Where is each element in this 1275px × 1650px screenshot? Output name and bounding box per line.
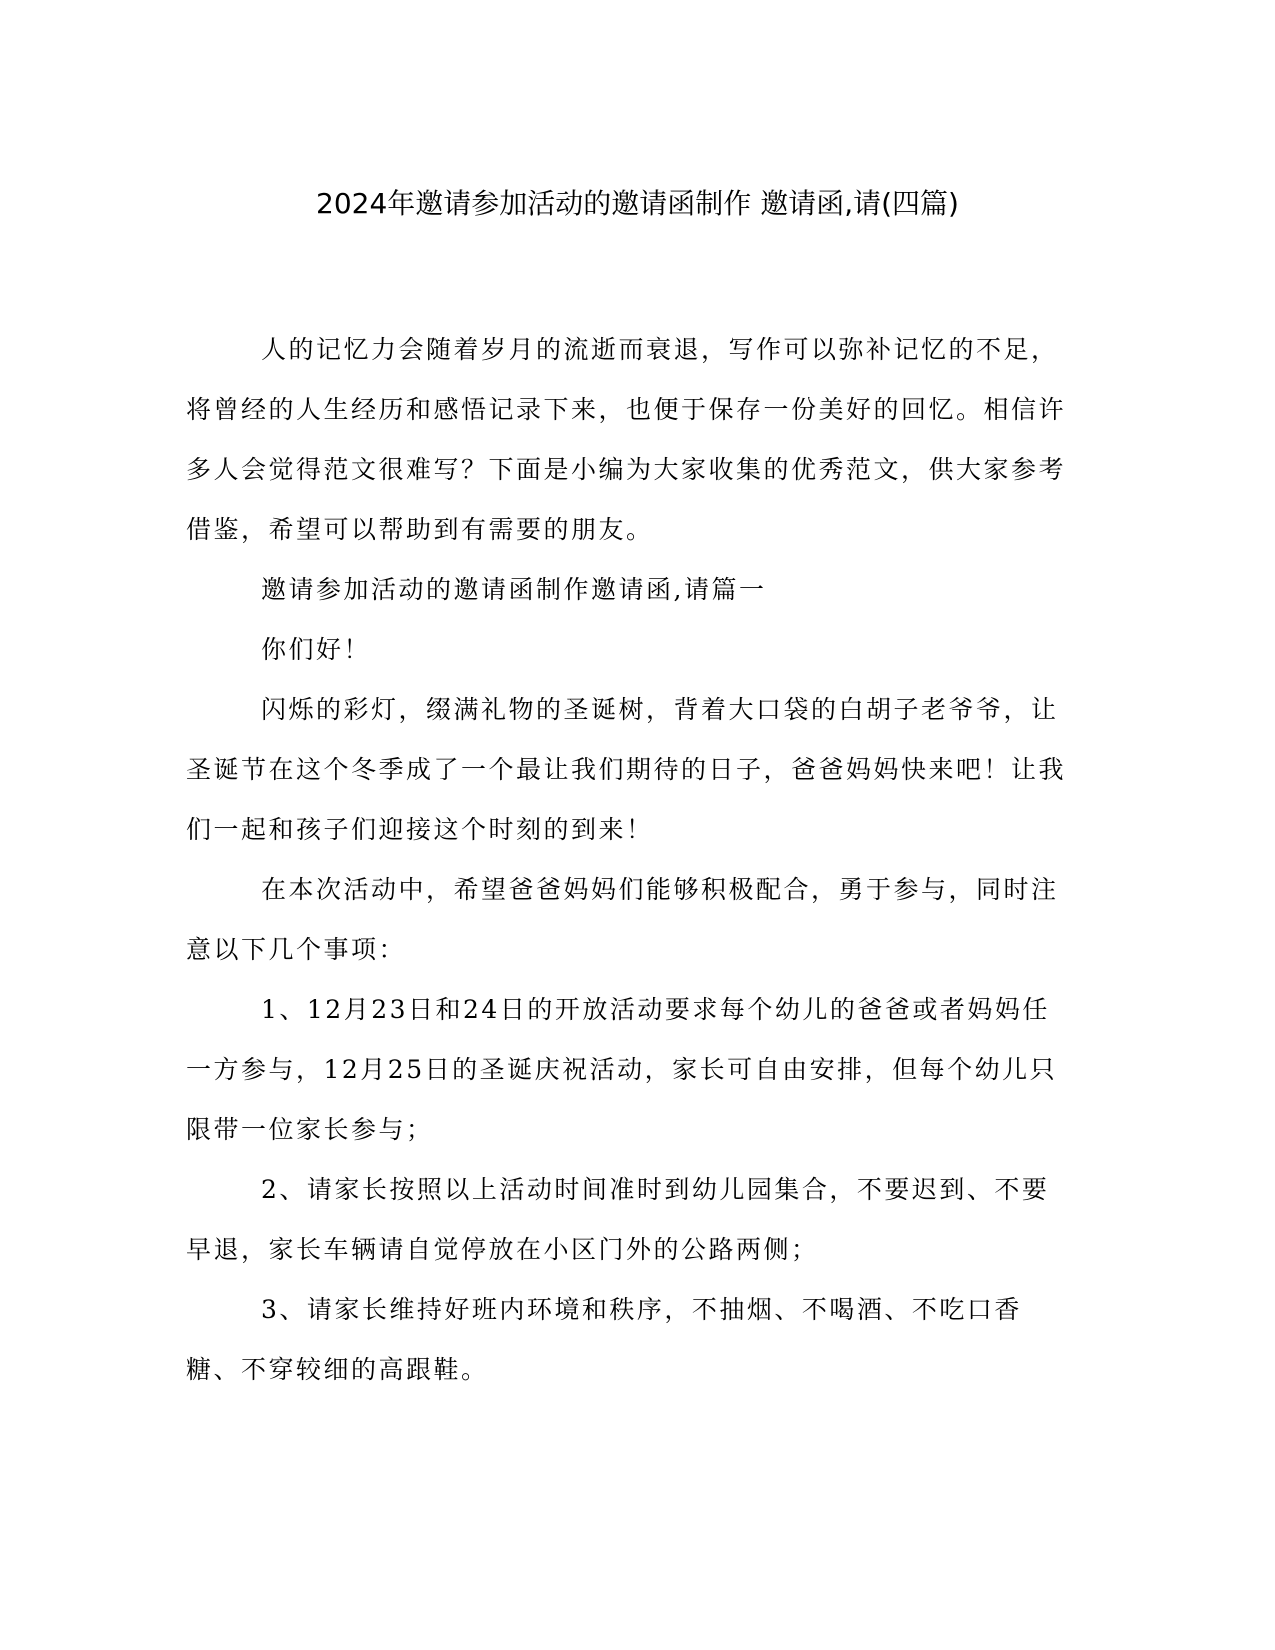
notice-item-3: 3、请家长维持好班内环境和秩序，不抽烟、不喝酒、不吃口香糖、不穿较细的高跟鞋。 bbox=[186, 1295, 1022, 1384]
notice-item-1: 1、12月23日和24日的开放活动要求每个幼儿的爸爸或者妈妈任一方参与，12月25日的圣诞庆祝活动，家长可自由安排，但每个幼儿只限带一位家长参与； bbox=[186, 995, 1058, 1144]
notice-item-2: 2、请家长按照以上活动时间准时到幼儿园集合，不要迟到、不要早退，家长车辆请自觉停放在小区门外的公路两侧； bbox=[186, 1175, 1050, 1264]
salutation: 你们好！ bbox=[261, 635, 372, 664]
intro-paragraph: 人的记忆力会随着岁月的流逝而衰退，写作可以弥补记忆的不足，将曾经的人生经历和感悟记录下来，也便于保存一份美好的回忆。相信许多人会觉得范文很难写？下面是小编为大家收集的优秀范文，供大家参考借鉴，希望可以帮助到有需要的朋友。 bbox=[186, 335, 1067, 544]
document-body bbox=[186, 320, 1076, 1400]
body-paragraph: 在本次活动中，希望爸爸妈妈们能够积极配合，勇于参与，同时注意以下几个事项： bbox=[186, 875, 1059, 964]
document-title: 2024年邀请参加活动的邀请函制作 邀请函,请(四篇) bbox=[316, 187, 959, 220]
body-paragraph: 闪烁的彩灯，缀满礼物的圣诞树，背着大口袋的白胡子老爷爷，让圣诞节在这个冬季成了一个最让我们期待的日子，爸爸妈妈快来吧！让我们一起和孩子们迎接这个时刻的到来！ bbox=[186, 695, 1067, 844]
section-heading: 邀请参加活动的邀请函制作邀请函,请篇一 bbox=[261, 575, 767, 604]
